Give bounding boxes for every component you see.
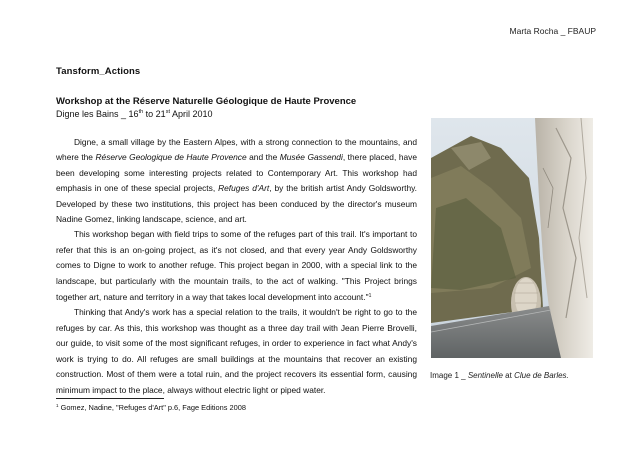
photo-sentinelle <box>431 118 593 358</box>
footnote-number: 1 <box>56 403 59 408</box>
dates-sup-1: th <box>138 109 144 115</box>
p2-text: This workshop began with field trips to some of the refuges part of this trail. It's important to refer that this is an on-going project, as it's not closed, and that every year Andy Goldsworthy comes to Digne to work to another refuge. This project began in 2000, with a special link to the landscape, but particularly with the mountain trails, to the act of walking. "This Project brings together art, nature and territory in a way that takes local development into account." <box>56 229 417 303</box>
workshop-dates <box>56 109 213 119</box>
paragraph-2 <box>56 227 417 305</box>
p1-italic-1: Réserve Geologique de Haute Provence <box>95 152 247 163</box>
p1-italic-3: Refuges d'Art <box>218 183 270 194</box>
caption-italic-2: Clue de Barles. <box>514 371 569 380</box>
caption-mid: at <box>502 371 515 380</box>
dates-suffix: April 2010 <box>169 109 213 119</box>
p1-text-3: , there placed, have been developing some interesting projects related to Contemporary Art. This workshop had emphasis in one of these special projects, <box>56 152 417 194</box>
p3-text: Thinking that Andy's work has a special relation to the trails, it wouldn't be right to go to the refuges by car. As this, this workshop was thought as a three day trail with Jean Pierre Brovelli, our guide, to visit some of the most significant refuges, in order to experience in fact what Andy's work is trying to do. All refuges are small buildings at the mountains that recover an existing construction. Most of them were a total ruin, and the project recovers its essential form, causing minimum impact to the place, always without electric light or piped water. <box>56 307 417 395</box>
section-heading: Workshop at the Réserve Naturelle Géologique de Haute Provence <box>56 96 357 107</box>
dates-sup-2: st <box>165 109 170 115</box>
footnote-text: Gomez, Nadine, "Refuges d'Art" p.6, Fage Editions 2008 <box>58 403 246 412</box>
footnote-divider <box>56 398 164 399</box>
paragraph-3 <box>56 305 417 397</box>
paragraph-1 <box>56 135 417 227</box>
author-header: Marta Rocha _ FBAUP <box>509 26 596 36</box>
p1-text-1: Digne, a small village by the Eastern Alpes, with a strong connection to the mountains, and where the <box>56 137 417 163</box>
footnote-reference[interactable]: 1 <box>368 293 372 300</box>
p1-text-2: and the <box>246 152 280 163</box>
caption-italic-1: Sentinelle <box>467 371 503 380</box>
p1-text-4: , by the british artist Andy Goldsworthy. Developed by these two institutions, this project has been conduced by the director's museum Nadine Gomez, linking landscape, science, and art. <box>56 183 417 225</box>
p1-italic-2: Musée Gassendi <box>279 152 343 163</box>
caption-prefix: Image 1 _ <box>430 371 468 380</box>
dates-prefix: Digne les Bains _ 16 <box>56 109 139 119</box>
dates-middle: to 21 <box>143 109 166 119</box>
footnote <box>56 403 246 412</box>
document-title: Tansform_Actions <box>56 66 141 77</box>
body-text <box>56 135 417 398</box>
figure-caption <box>430 371 569 380</box>
